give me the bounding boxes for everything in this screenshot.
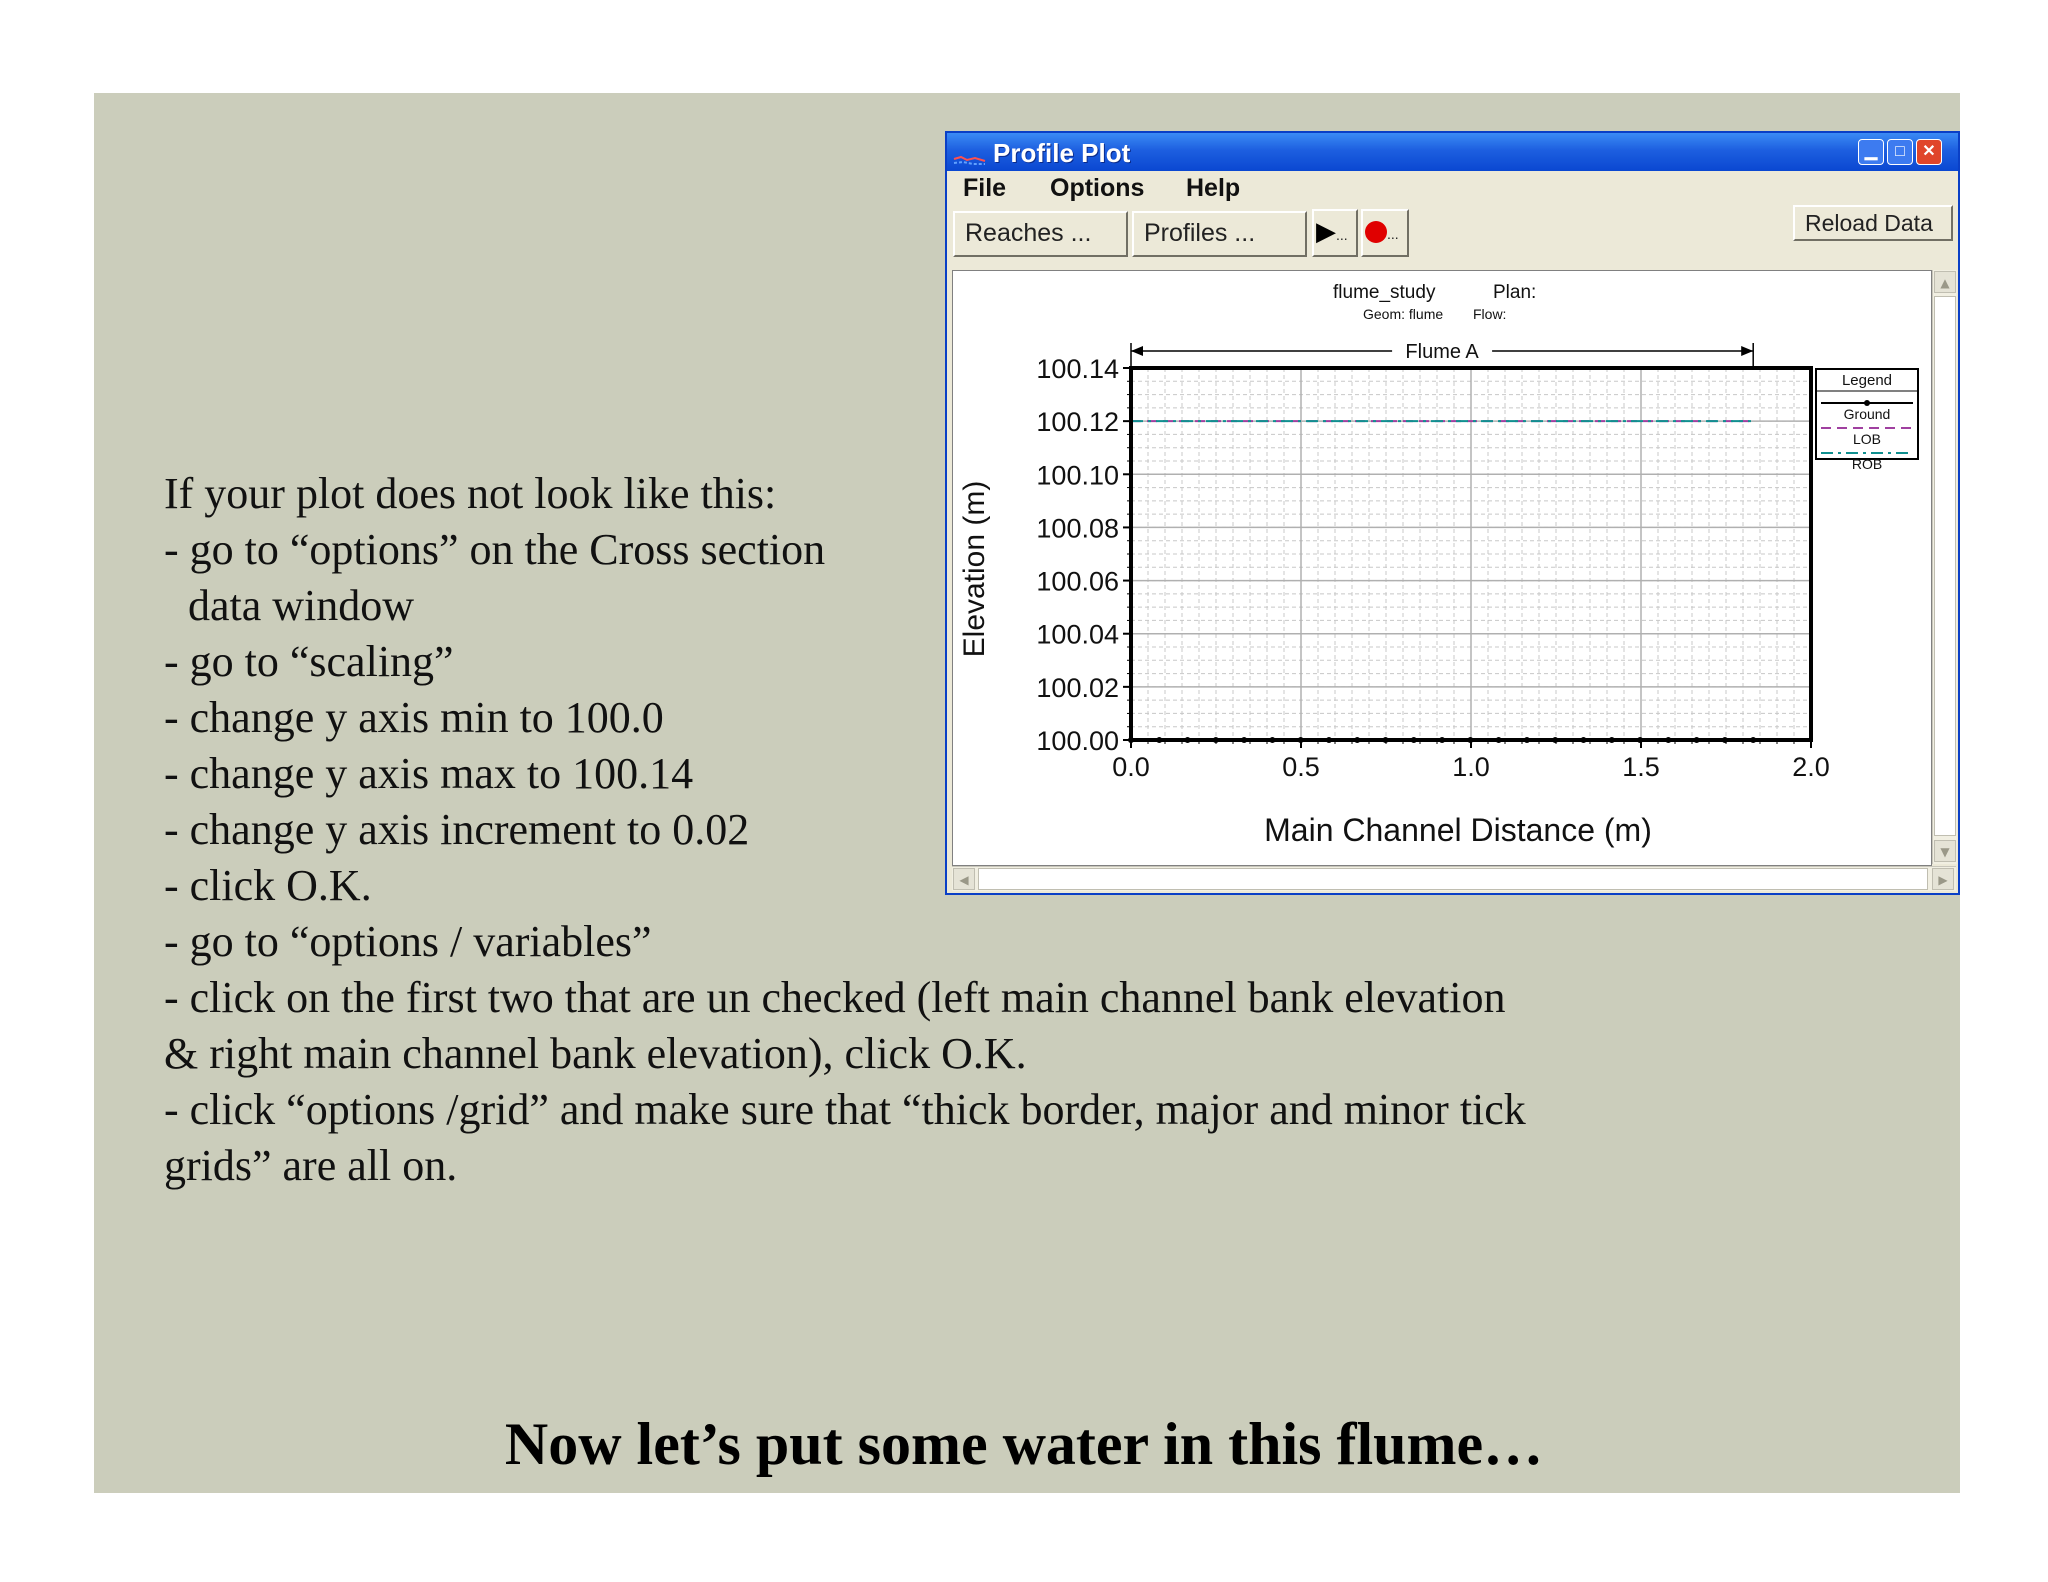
arrow-left-icon: ◀: [959, 873, 969, 887]
legend-label-rob: ROB: [1851, 456, 1883, 472]
instruction-line: - click “options /grid” and make sure that “thick border, major and minor tick: [164, 1085, 1526, 1134]
scroll-down-button[interactable]: [1934, 840, 1956, 862]
reach-arrow-left: [1131, 346, 1143, 356]
horizontal-scrollbar[interactable]: [952, 866, 1956, 891]
reach-label: Flume A: [1405, 341, 1479, 363]
instruction-line: If your plot does not look like this:: [164, 469, 777, 518]
chart-axes: [1036, 354, 1829, 782]
window-title: Profile Plot: [993, 138, 1131, 168]
y-axis-label: Elevation (m): [958, 480, 991, 658]
animate-play-button[interactable]: ▶...: [1312, 209, 1358, 257]
instruction-line: - go to “options” on the Cross section: [164, 525, 826, 574]
reload-data-button[interactable]: Reload Data: [1793, 205, 1953, 241]
y-tick-label: 100.12: [1036, 407, 1119, 438]
close-icon: ✕: [1922, 143, 1936, 160]
scroll-right-button[interactable]: [1932, 868, 1954, 890]
reach-arrow-right: [1741, 346, 1753, 356]
maximize-icon: □: [1895, 143, 1905, 160]
reach-bracket: [1131, 337, 1753, 368]
arrow-right-icon: ▶: [1938, 873, 1948, 887]
maximize-button[interactable]: [1887, 139, 1913, 165]
instruction-line: - click on the first two that are un checked (left main channel bank elevation: [164, 973, 1506, 1022]
instruction-line: - change y axis min to 100.0: [164, 693, 664, 742]
close-button[interactable]: [1916, 139, 1942, 165]
y-tick-label: 100.00: [1036, 726, 1119, 756]
y-tick-label: 100.14: [1036, 354, 1119, 384]
instruction-line: - go to “options / variables”: [164, 917, 652, 966]
scroll-up-button[interactable]: [1934, 271, 1956, 293]
arrow-up-icon: ▲: [1940, 276, 1950, 290]
menu-help[interactable]: Help: [1186, 174, 1241, 202]
profile-plot-window: [945, 131, 1960, 895]
instruction-line: - change y axis max to 100.14: [164, 749, 694, 798]
record-button[interactable]: ...: [1361, 209, 1409, 257]
play-icon: ▶: [1316, 216, 1336, 246]
y-tick-label: 100.02: [1036, 672, 1119, 703]
y-tick-label: 100.10: [1036, 460, 1119, 491]
x-tick-label: 2.0: [1792, 752, 1830, 782]
horizontal-scroll-thumb[interactable]: [978, 868, 1928, 890]
y-tick-label: 100.04: [1036, 619, 1119, 650]
chart-legend: [1816, 369, 1918, 472]
instruction-line: - go to “scaling”: [164, 637, 454, 686]
vertical-scrollbar[interactable]: [1932, 270, 1957, 864]
menu-bar: [947, 171, 1958, 205]
menu-options[interactable]: Options: [1050, 174, 1145, 202]
x-tick-label: 0.0: [1112, 752, 1150, 782]
profiles-button[interactable]: Profiles ...: [1132, 211, 1307, 257]
scroll-left-button[interactable]: [953, 868, 975, 890]
minimize-icon: ▁: [1864, 143, 1878, 160]
y-tick-label: 100.08: [1036, 513, 1119, 544]
plot-area: [952, 270, 1932, 866]
x-tick-label: 1.5: [1622, 752, 1660, 782]
x-tick-label: 1.0: [1452, 752, 1490, 782]
x-axis-label: Main Channel Distance (m): [1264, 812, 1652, 848]
profile-chart: [953, 271, 1931, 865]
instruction-line: - click O.K.: [164, 861, 372, 910]
chart-flow-label: Flow:: [1473, 306, 1507, 322]
vertical-scroll-thumb[interactable]: [1934, 296, 1956, 836]
chart-project-name: flume_study: [1333, 282, 1436, 303]
minimize-button[interactable]: [1858, 139, 1884, 165]
instruction-line: grids” are all on.: [164, 1141, 458, 1190]
record-icon: [1365, 221, 1387, 243]
chart-plan-label: Plan:: [1493, 282, 1537, 303]
chart-geom-label: Geom: flume: [1363, 306, 1444, 322]
chart-grid: [1131, 368, 1811, 740]
instruction-line: & right main channel bank elevation), click O.K.: [164, 1029, 1027, 1078]
instruction-line: data window: [188, 581, 415, 630]
toolbar: [947, 205, 1958, 263]
legend-title: Legend: [1841, 372, 1893, 389]
slide-headline: Now let’s put some water in this flume…: [504, 1411, 1544, 1477]
instruction-line: - change y axis increment to 0.02: [164, 805, 750, 854]
menu-file[interactable]: File: [963, 174, 1007, 202]
reaches-button[interactable]: Reaches ...: [953, 211, 1128, 257]
window-titlebar[interactable]: [947, 133, 1958, 171]
arrow-down-icon: ▼: [1940, 845, 1950, 859]
legend-label-lob: LOB: [1852, 431, 1882, 447]
legend-label-ground: Ground: [1843, 406, 1891, 422]
x-tick-label: 0.5: [1282, 752, 1320, 782]
profile-plot-app-icon: [953, 143, 987, 174]
y-tick-label: 100.06: [1036, 566, 1119, 597]
chart-series: [1128, 421, 1756, 743]
